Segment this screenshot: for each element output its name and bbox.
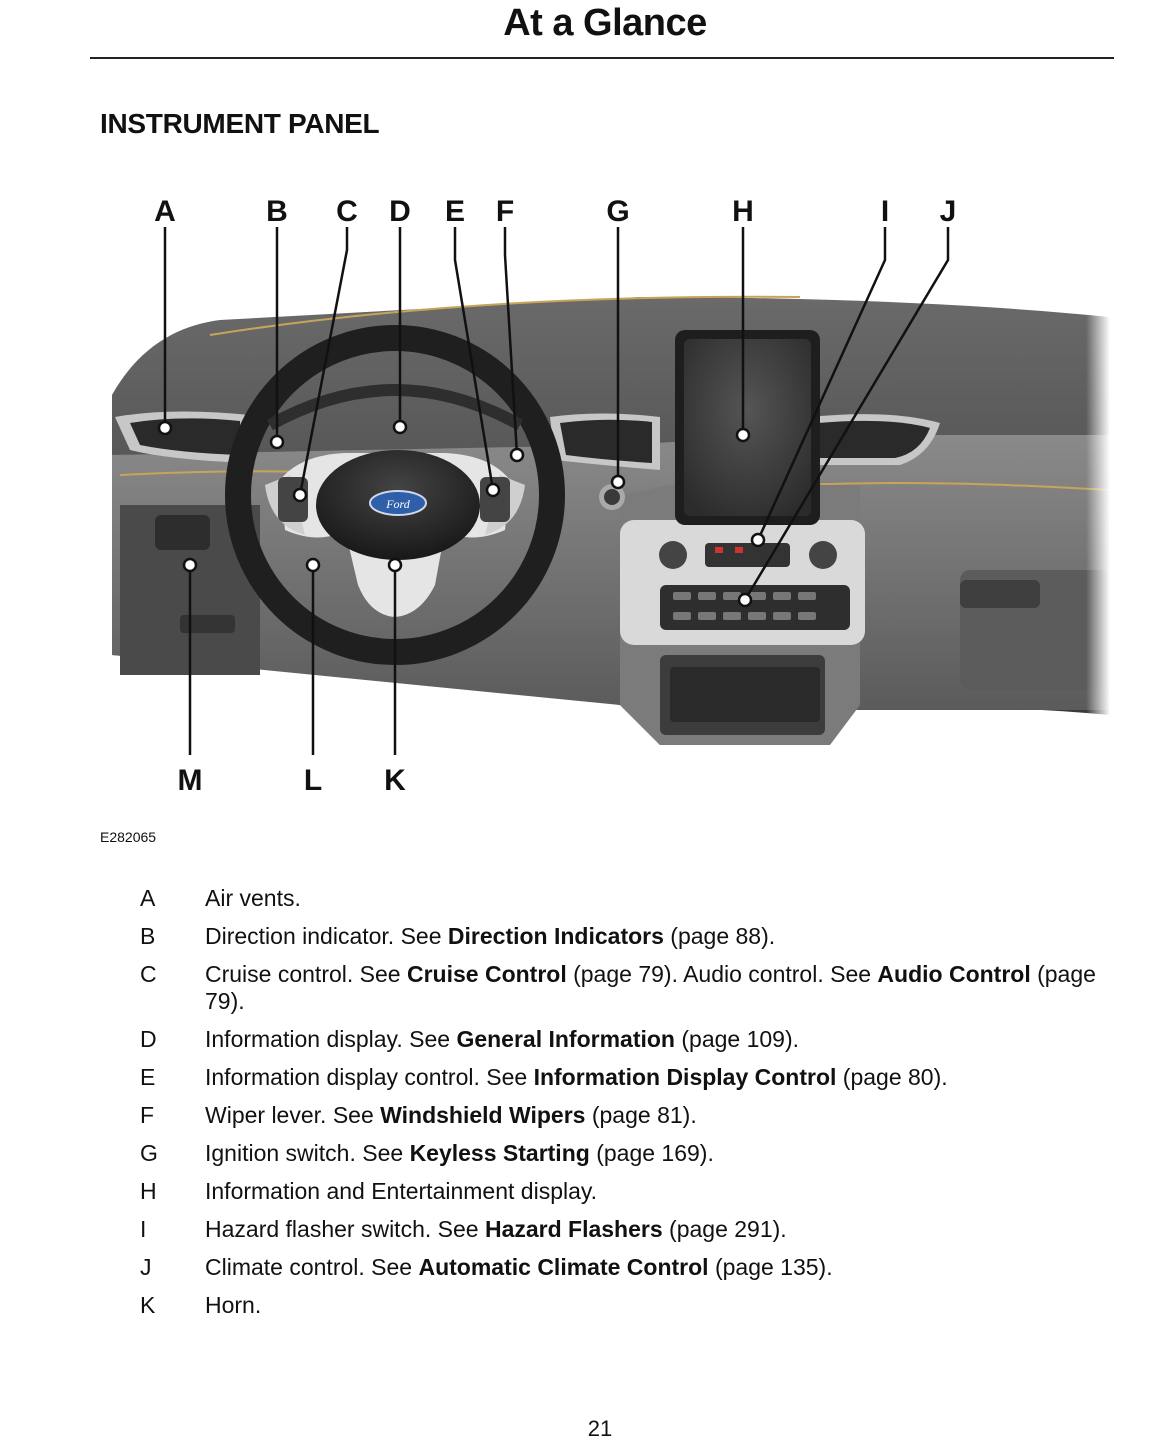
cross-reference: Direction Indicators: [447, 923, 664, 949]
page-number: 21: [587, 1416, 613, 1441]
legend-item: [140, 1102, 1100, 1129]
figure-id: E282065: [100, 829, 157, 845]
legend-letter: G: [140, 1140, 158, 1166]
cross-reference: General Information: [456, 1026, 675, 1052]
legend-letter: H: [140, 1178, 157, 1204]
cross-reference: Automatic Climate Control: [418, 1254, 709, 1280]
header-rule: [90, 57, 1114, 59]
legend-item: [140, 961, 1100, 1015]
legend-letter: B: [140, 923, 156, 949]
callout-e: E: [444, 195, 466, 228]
legend-letter: J: [140, 1254, 152, 1280]
legend-item: [140, 1216, 1100, 1243]
legend-text: Information and Entertainment display.: [205, 1178, 598, 1204]
legend-text: Information display. See General Information (page 109).: [205, 1026, 800, 1052]
legend-letter: C: [140, 961, 157, 987]
legend-text: Air vents.: [205, 885, 301, 911]
legend-item: [140, 1140, 1100, 1167]
callout-k: K: [384, 764, 406, 797]
page-title: At a Glance: [503, 2, 707, 44]
callout-h: H: [732, 195, 754, 228]
callout-i: I: [880, 195, 890, 228]
callout-f: F: [495, 195, 515, 228]
section-title: INSTRUMENT PANEL: [100, 108, 380, 139]
legend-text: Horn.: [205, 1292, 262, 1318]
callout-a: A: [154, 195, 176, 228]
legend-text: Climate control. See Automatic Climate Control (page 135).: [205, 1254, 833, 1280]
legend-letter: D: [140, 1026, 157, 1052]
legend-item: [140, 1254, 1100, 1281]
callout-l: L: [303, 764, 323, 797]
cross-reference: Keyless Starting: [409, 1140, 590, 1166]
cross-reference: Audio Control: [877, 961, 1031, 987]
legend-item: [140, 1292, 1100, 1319]
cross-reference: Windshield Wipers: [380, 1102, 586, 1128]
cross-reference: Cruise Control: [406, 961, 567, 987]
ford-badge: Ford: [386, 497, 410, 511]
callout-g: G: [606, 195, 630, 228]
callout-c: C: [336, 195, 358, 228]
legend-list: [140, 885, 1100, 1330]
legend-letter: K: [140, 1292, 156, 1318]
legend-item: [140, 885, 1100, 912]
callout-d: D: [389, 195, 411, 228]
legend-text: Cruise control. See Cruise Control (page 79). Audio control. See Audio Control (page 79).: [205, 961, 1096, 1014]
callout-m: M: [177, 764, 203, 797]
legend-text: Hazard flasher switch. See Hazard Flashers (page 291).: [205, 1216, 787, 1242]
legend-letter: A: [140, 885, 156, 911]
legend-item: [140, 1178, 1100, 1205]
legend-text: Information display control. See Information Display Control (page 80).: [205, 1064, 948, 1090]
legend-text: Ignition switch. See Keyless Starting (page 169).: [205, 1140, 714, 1166]
legend-text: Wiper lever. See Windshield Wipers (page 81).: [205, 1102, 697, 1128]
legend-item: [140, 923, 1100, 950]
callout-b: B: [266, 195, 288, 228]
legend-text: Direction indicator. See Direction Indicators (page 88).: [205, 923, 776, 949]
legend-item: [140, 1026, 1100, 1053]
legend-item: [140, 1064, 1100, 1091]
legend-letter: I: [140, 1216, 147, 1242]
legend-letter: E: [140, 1064, 156, 1090]
legend-letter: F: [140, 1102, 155, 1128]
dashboard-drawing: [100, 185, 1110, 805]
dashboard-body: [112, 285, 1110, 745]
page-header: [0, 0, 1168, 60]
instrument-panel-illustration: [100, 185, 1110, 805]
cross-reference: Information Display Control: [533, 1064, 837, 1090]
cross-reference: Hazard Flashers: [484, 1216, 663, 1242]
callout-j: J: [939, 195, 957, 228]
